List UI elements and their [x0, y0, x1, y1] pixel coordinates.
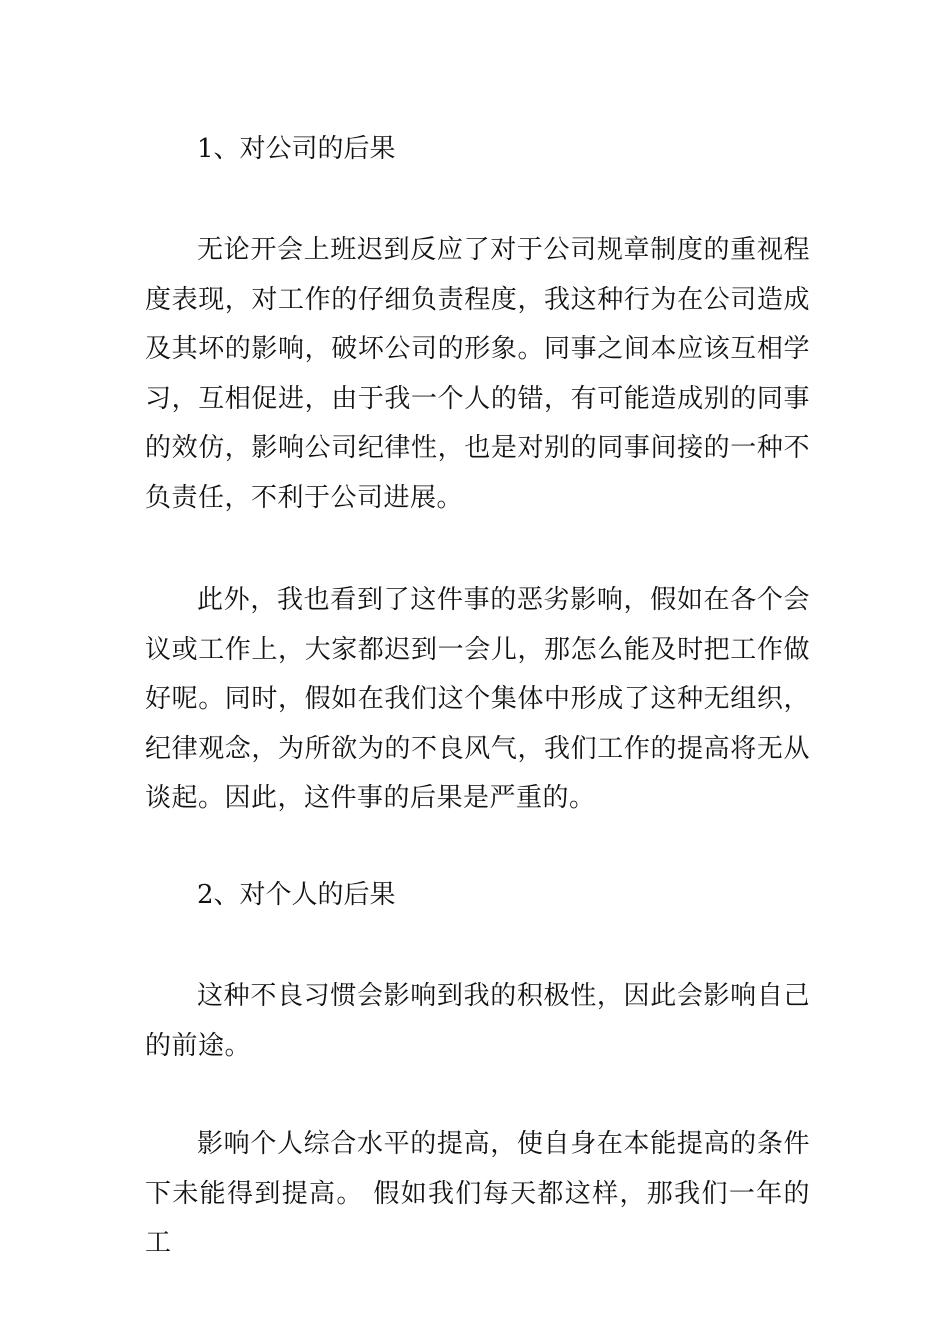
- section-2-heading: 2、对个人的后果: [197, 880, 396, 910]
- section-1-paragraph-2: 此外，我也看到了这件事的恶劣影响，假如在各个会议或工作上，大家都迟到一会儿，那怎么能及时把工作做好呢。同时，假如在我们这个集体中形成了这种无组织，纪律观念，为所欲为的不良风气，我们工作的提高将无从谈起。因此，这件事的后果是严重的。: [145, 585, 810, 813]
- section-2-paragraph-1: 这种不良习惯会影响到我的积极性，因此会影响自己的前途。: [145, 981, 810, 1061]
- section-2-paragraph-2: 影响个人综合水平的提高，使自身在本能提高的条件下未能得到提高。 假如我们每天都这样，那我们一年的工: [145, 1129, 810, 1258]
- section-1-paragraph-1: 无论开会上班迟到反应了对于公司规章制度的重视程度表现，对工作的仔细负责程度，我这种行为在公司造成及其坏的影响，破坏公司的形象。同事之间本应该互相学习，互相促进，由于我一个人的错，有可能造成别的同事的效仿，影响公司纪律性，也是对别的同事间接的一种不负责任，不利于公司进展。: [145, 235, 810, 513]
- section-1-heading: 1、对公司的后果: [197, 134, 396, 164]
